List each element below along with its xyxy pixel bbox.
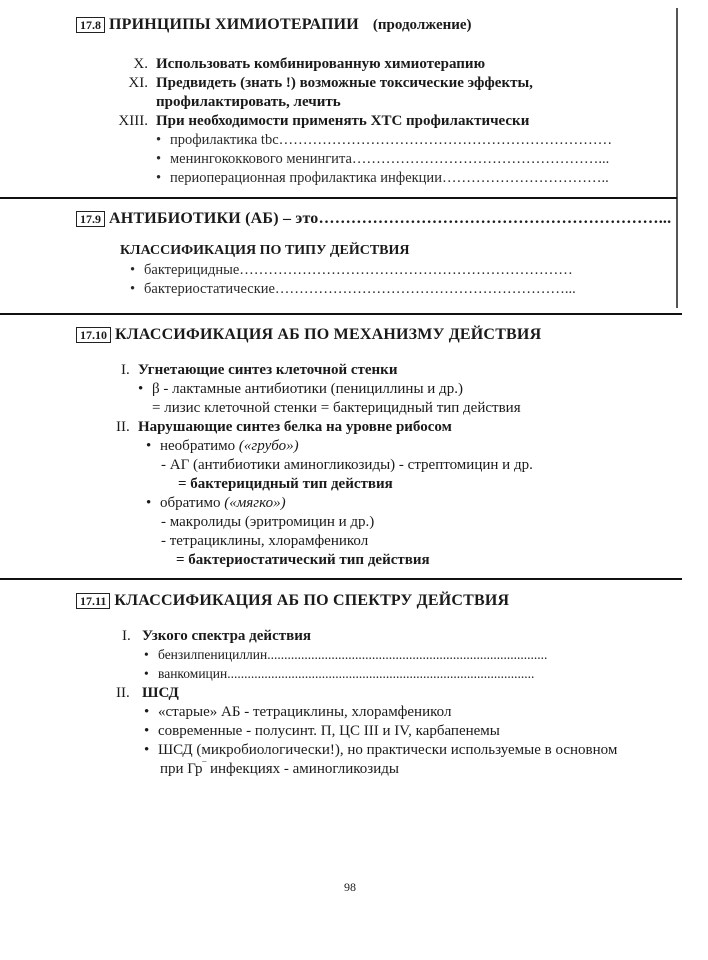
sub-item: - тетрациклины, хлорамфеникол [161, 533, 369, 549]
section-divider [0, 313, 682, 315]
principle-text: При необходимости применять ХТС профилактически [156, 113, 530, 129]
roman-numeral: XIII. [118, 113, 148, 129]
section-title: ПРИНЦИПЫ ХИМИОТЕРАПИИ [109, 16, 359, 33]
section-divider [0, 578, 682, 580]
section-continued: (продолжение) [372, 17, 472, 33]
group-title: Угнетающие синтез клеточной стенки [138, 362, 398, 378]
list-item: • бензилпенициллин................................................................................... [144, 647, 548, 662]
roman-numeral: XI. [128, 75, 148, 91]
page-number: 98 [344, 880, 356, 894]
section-17-10 [76, 326, 541, 344]
section-title: КЛАССИФИКАЦИЯ АБ ПО СПЕКТРУ ДЕЙСТВИЯ [114, 592, 510, 609]
group-title: Нарушающие синтез белка на уровне рибосом [138, 419, 452, 435]
list-item: • «старые» АБ - тетрациклины, хлорамфеникол [144, 704, 452, 720]
list-item: • менингококкового менингита……………………………………………... [156, 151, 610, 167]
list-item: • необратимо («грубо») [146, 438, 299, 454]
principle-text: Предвидеть (знать !) возможные токсические эффекты, [156, 75, 533, 91]
section-title: КЛАССИФИКАЦИЯ АБ ПО МЕХАНИЗМУ ДЕЙСТВИЯ [115, 326, 542, 343]
principle-text: Использовать комбинированную химиотерапию [156, 56, 486, 72]
margin-line [676, 8, 678, 308]
principle-text-cont: профилактировать, лечить [156, 94, 341, 110]
group-numeral: I. [121, 362, 130, 378]
section-17-8 [76, 16, 472, 34]
section-number: 17.11 [76, 593, 110, 609]
list-item: • обратимо («мягко») [146, 495, 286, 511]
result-text: = бактериостатический тип действия [176, 552, 430, 568]
list-item: • современные - полусинт. П, ЦС III и IV, карбапенемы [144, 723, 500, 739]
list-item: • периоперационная профилактика инфекции…………………………….. [156, 170, 609, 186]
section-number: 17.10 [76, 327, 111, 343]
result-text: = лизис клеточной стенки = бактерицидный тип действия [152, 400, 521, 416]
group-numeral: I. [122, 628, 131, 644]
section-title: АНТИБИОТИКИ (АБ) – это………………………………………………………... [109, 210, 672, 227]
list-item: • бактериостатические……………………………………………………... [130, 281, 576, 297]
result-text: = бактерицидный тип действия [178, 476, 393, 492]
list-item: • β - лактамные антибиотики (пенициллины и др.) [138, 381, 463, 397]
list-item: • ванкомицин........................................................................................... [144, 666, 535, 681]
section-number: 17.9 [76, 211, 105, 227]
list-item-cont: при Гр‾ инфекциях - аминогликозиды [160, 761, 399, 777]
section-number: 17.8 [76, 17, 105, 33]
list-item: • профилактика tbc…………………………………………………………… [156, 132, 613, 148]
group-numeral: II. [116, 685, 130, 701]
sub-item: - макролиды (эритромицин и др.) [161, 514, 375, 530]
group-title: ШСД [142, 685, 179, 701]
list-item: • ШСД (микробиологически!), но практически используемые в основном [144, 742, 618, 758]
group-numeral: II. [116, 419, 130, 435]
section-17-9 [76, 210, 671, 228]
section-divider [0, 197, 677, 199]
group-title: Узкого спектра действия [142, 628, 311, 644]
list-item: • бактерицидные…………………………………………………………… [130, 262, 573, 278]
subheading: КЛАССИФИКАЦИЯ ПО ТИПУ ДЕЙСТВИЯ [120, 243, 410, 258]
sub-item: - АГ (антибиотики аминогликозиды) - стрептомицин и др. [161, 457, 533, 473]
roman-numeral: X. [133, 56, 148, 72]
section-17-11 [76, 592, 509, 610]
